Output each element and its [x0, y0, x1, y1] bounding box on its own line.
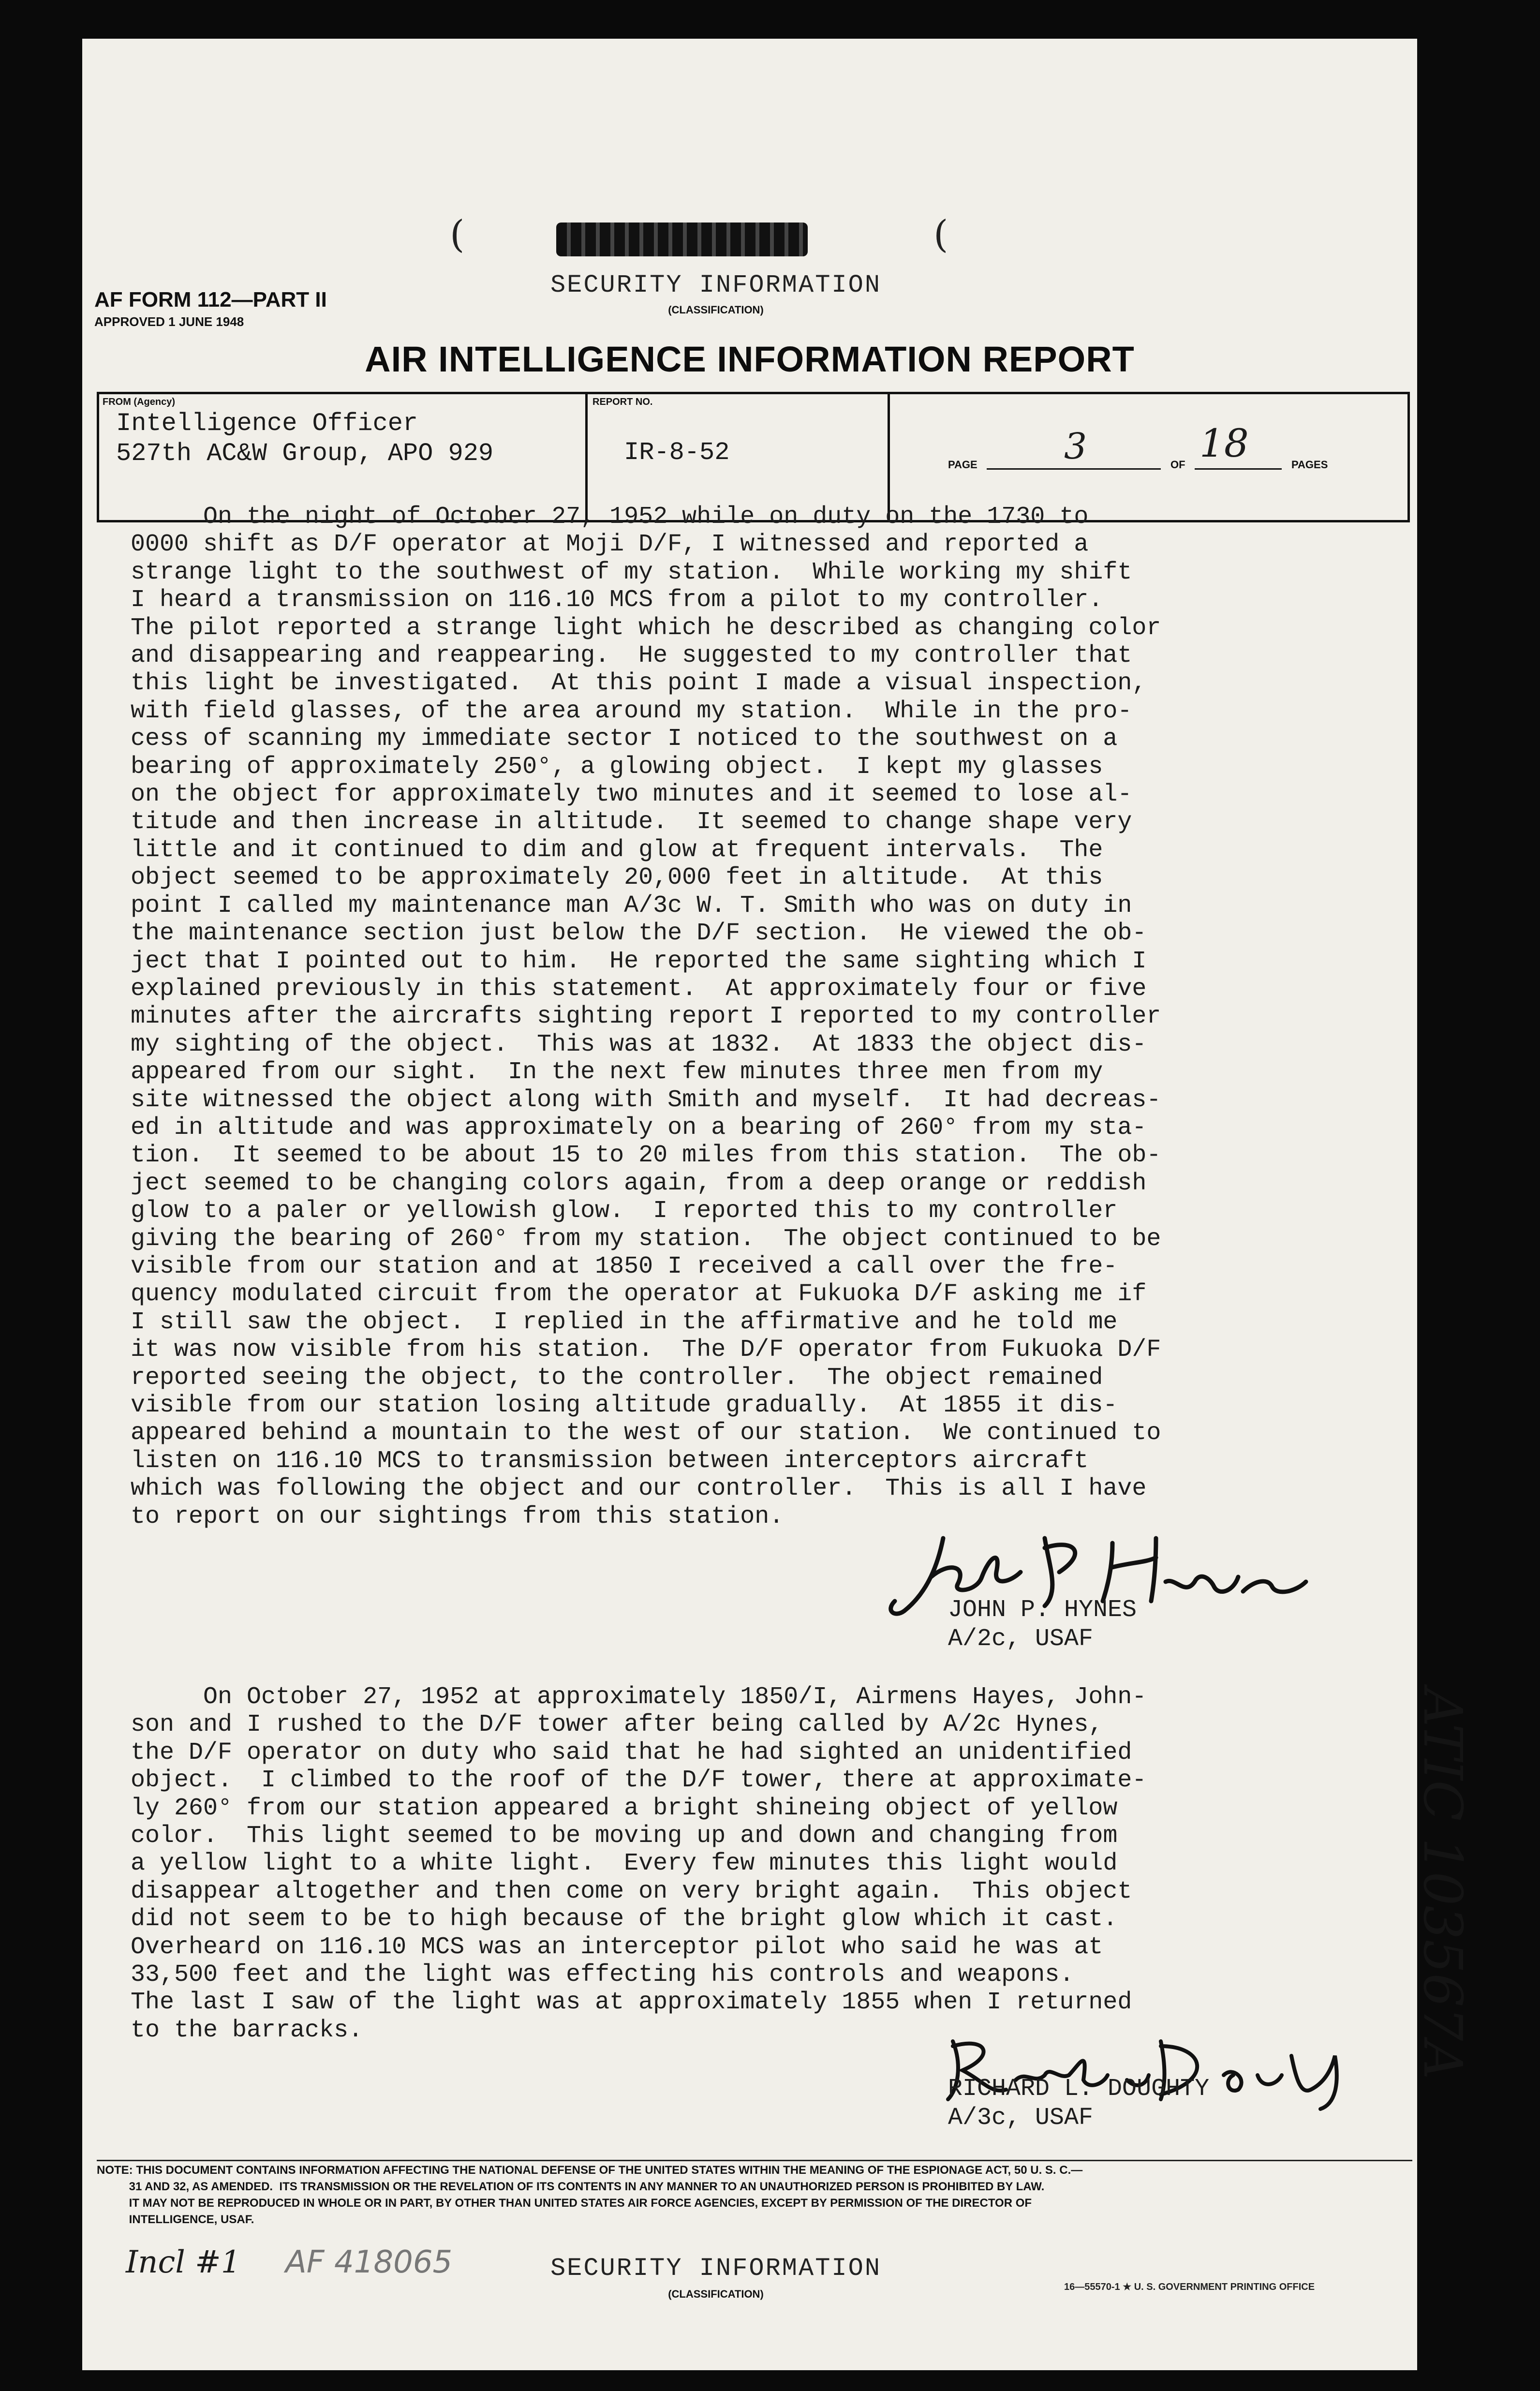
pencil-note: AF 418065 [285, 2244, 453, 2280]
svg-text:ATIC 103567A: ATIC 103567A [1412, 1688, 1474, 2079]
pages-total-line [1195, 468, 1282, 470]
text-line: I heard a transmission on 116.10 MCS from a pilot to my controller. [131, 586, 1103, 614]
text-line: reported seeing the object, to the controller. The object remained [131, 1364, 1103, 1392]
text-line: ject that I pointed out to him. He reported the same sighting which I [131, 947, 1147, 975]
text-line: this light be investigated. At this point I made a visual inspection, [131, 669, 1147, 698]
text-line: INTELLIGENCE, USAF. [97, 2213, 254, 2226]
text-line: 0000 shift as D/F operator at Moji D/F, I witnessed and reported a [131, 531, 1089, 559]
report-no-label: REPORT NO. [592, 397, 653, 407]
text-line: listen on 116.10 MCS to transmission between interceptors aircraft [131, 1447, 1089, 1475]
text-line: a yellow light to a white light. Every few minutes this light would [131, 1850, 1118, 1878]
text-line: The last I saw of the light was at approximately 1855 when I returned [131, 1989, 1132, 2017]
text-line: disappear altogether and then come on very bright again. This object [131, 1877, 1132, 1905]
text-line: ed in altitude and was approximately on a bearing of 260° from my sta- [131, 1114, 1147, 1142]
text-line: 31 AND 32, AS AMENDED. ITS TRANSMISSION OR THE REVELATION OF ITS CONTENTS IN ANY MANNER TO AN UNAUTHORIZED PERSON IS PROHIBITED BY LAW. [97, 2180, 1045, 2193]
text-line: cess of scanning my immediate sector I noticed to the southwest on a [131, 725, 1118, 753]
text-line: ly 260° from our station appeared a bright shineing object of yellow [131, 1794, 1118, 1822]
text-line: glow to a paler or yellowish glow. I reported this to my controller [131, 1197, 1118, 1225]
redacted-stamp [556, 223, 808, 256]
classification-bottom-caption: (CLASSIFICATION) [668, 2288, 764, 2300]
text-line: bearing of approximately 250°, a glowing object. I kept my glasses [131, 753, 1103, 781]
classification-top-caption: (CLASSIFICATION) [668, 304, 764, 316]
signer-name-hynes: JOHN P. HYNES [948, 1596, 1137, 1624]
from-agency-line1: Intelligence Officer [116, 409, 418, 438]
text-line: giving the bearing of 260° from my station. The object continued to be [131, 1225, 1161, 1253]
text-line: On October 27, 1952 at approximately 1850/I, Airmens Hayes, John- [131, 1683, 1147, 1711]
side-stamp [1378, 1678, 1474, 2211]
text-line: minutes after the aircrafts sighting report I reported to my controller [131, 1003, 1161, 1031]
statement-hynes [131, 503, 1359, 1530]
text-line: the maintenance section just below the D/F section. He viewed the ob- [131, 920, 1147, 948]
from-agency-line2: 527th AC&W Group, APO 929 [116, 439, 494, 468]
text-line: to the barracks. [131, 2016, 363, 2044]
text-line: ject seemed to be changing colors again, from a deep orange or reddish [131, 1169, 1147, 1197]
text-line: strange light to the southwest of my station. While working my shift [131, 558, 1132, 586]
text-line: appeared from our sight. In the next few minutes three men from my [131, 1058, 1103, 1086]
text-line: little and it continued to dim and glow at frequent intervals. The [131, 836, 1103, 864]
text-line: quency modulated circuit from the operator at Fukuoka D/F asking me if [131, 1280, 1147, 1308]
text-line: explained previously in this statement. At approximately four or five [131, 975, 1147, 1003]
text-line: I still saw the object. I replied in the affirmative and he told me [131, 1308, 1118, 1336]
text-line: my sighting of the object. This was at 1832. At 1833 the object dis- [131, 1030, 1147, 1058]
paren-left-mark: ( [450, 213, 465, 256]
form-number: AF FORM 112—PART II [94, 288, 327, 312]
text-line: titude and then increase in altitude. It seemed to change shape very [131, 808, 1132, 836]
text-line: it was now visible from his station. The D/F operator from Fukuoka D/F [131, 1336, 1161, 1364]
text-line: Overheard on 116.10 MCS was an interceptor pilot who said he was at [131, 1933, 1103, 1961]
report-title: AIR INTELLIGENCE INFORMATION REPORT [365, 339, 1135, 379]
text-line: visible from our station losing altitude gradually. At 1855 it dis- [131, 1392, 1118, 1419]
signer-rank-hynes: A/2c, USAF [948, 1625, 1094, 1653]
text-line: object seemed to be approximately 20,000 feet in altitude. At this [131, 864, 1103, 892]
page-number: 3 [1064, 426, 1087, 467]
of-label: OF [1170, 459, 1185, 471]
text-line: and disappearing and reappearing. He suggested to my controller that [131, 642, 1132, 670]
classification-top: SECURITY INFORMATION [550, 271, 882, 299]
print-code: 16—55570-1 ★ U. S. GOVERNMENT PRINTING OFFICE [1064, 2282, 1315, 2292]
report-number: IR-8-52 [624, 438, 730, 467]
text-line: NOTE: THIS DOCUMENT CONTAINS INFORMATION AFFECTING THE NATIONAL DEFENSE OF THE UNITED STATES WITHIN THE MEANING OF THE ESPIONAGE ACT, 50 U. S. C.— [97, 2164, 1083, 2177]
paren-right-mark: ( [933, 213, 948, 256]
text-line: to report on our sightings from this station. [131, 1502, 784, 1530]
text-line: color. This light seemed to be moving up and down and changing from [131, 1822, 1118, 1850]
from-label: FROM (Agency) [103, 397, 175, 407]
text-line: on the object for approximately two minutes and it seemed to lose al- [131, 781, 1132, 809]
text-line: the D/F operator on duty who said that he had sighted an unidentified [131, 1738, 1132, 1767]
pages-label: PAGES [1291, 459, 1328, 471]
text-line: On the night of October 27, 1952 while on duty on the 1730 to [131, 503, 1089, 531]
text-line: IT MAY NOT BE REPRODUCED IN WHOLE OR IN PART, BY OTHER THAN UNITED STATES AIR FORCE AGENCIES, EXCEPT BY PERMISSION OF THE DIRECTOR OF [97, 2197, 1032, 2210]
classification-bottom: SECURITY INFORMATION [550, 2254, 882, 2283]
text-line: with field glasses, of the area around my station. While in the pro- [131, 697, 1132, 725]
text-line: son and I rushed to the D/F tower after being called by A/2c Hynes, [131, 1711, 1103, 1739]
text-line: did not seem to be to high because of the bright glow which it cast. [131, 1905, 1118, 1933]
form-approved-date: APPROVED 1 JUNE 1948 [94, 314, 244, 329]
page-number-line [987, 468, 1161, 470]
notice-rule [97, 2160, 1412, 2161]
text-line: 33,500 feet and the light was effecting his controls and weapons. [131, 1961, 1074, 1989]
espionage-notice [97, 2162, 1412, 2228]
text-line: visible from our station and at 1850 I received a call over the fre- [131, 1252, 1118, 1280]
inclosure-note: Incl #1 [126, 2244, 241, 2280]
text-line: appeared behind a mountain to the west of our station. We continued to [131, 1419, 1161, 1447]
text-line: tion. It seemed to be about 15 to 20 miles from this station. The ob- [131, 1142, 1161, 1170]
text-line: which was following the object and our controller. This is all I have [131, 1475, 1147, 1503]
text-line: point I called my maintenance man A/3c W. T. Smith who was on duty in [131, 891, 1132, 920]
text-line: object. I climbed to the roof of the D/F tower, there at approximate- [131, 1767, 1147, 1795]
signer-name-doughty: RICHARD L. DOUGHTY [948, 2075, 1210, 2103]
header-divider [585, 392, 588, 520]
header-divider [888, 392, 890, 520]
pages-total: 18 [1199, 421, 1249, 466]
statement-doughty [131, 1683, 1359, 2044]
page-label: PAGE [948, 459, 977, 471]
signer-rank-doughty: A/3c, USAF [948, 2104, 1094, 2132]
text-line: site witnessed the object along with Smith and myself. It had decreas- [131, 1086, 1161, 1114]
text-line: The pilot reported a strange light which he described as changing color [131, 614, 1161, 642]
